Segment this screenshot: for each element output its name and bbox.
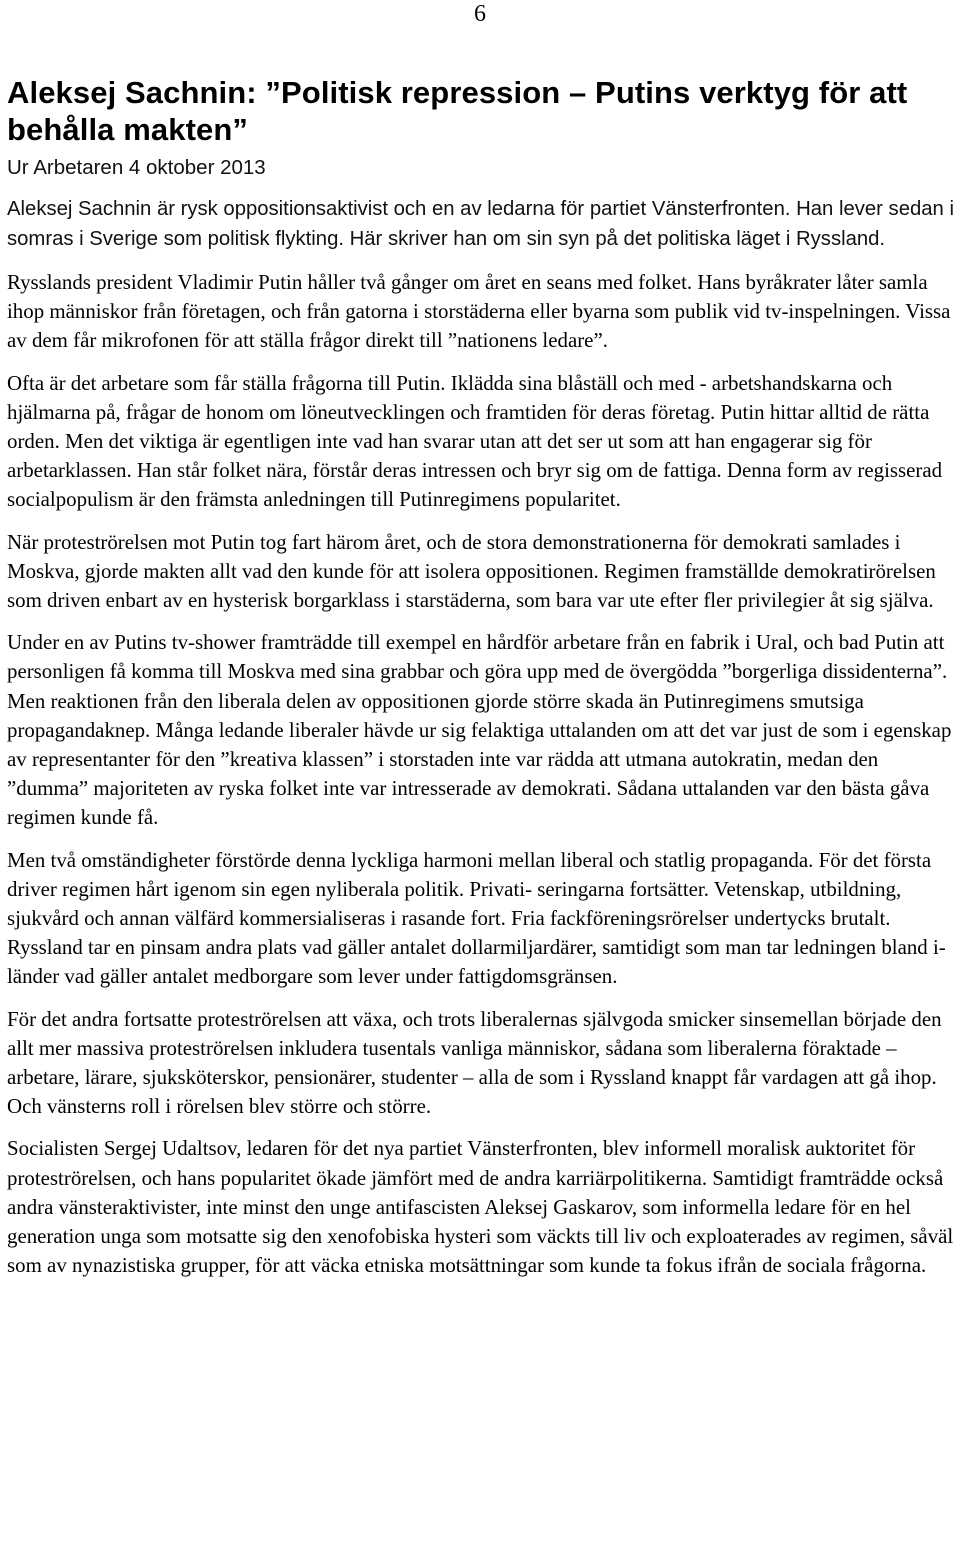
article-paragraph: Ofta är det arbetare som får ställa frågorna till Putin. Iklädda sina blåställ och med - arbetshandskarna och hjälmarna på, frågar de honom om löneutvecklingen och framtiden för deras företag. Putin hittar alltid de rätta orden. Men det viktiga är egentligen inte vad han svarar utan att det ser ut som att han engagerar sig för arbetarklassen. Han står folket nära, förstår deras intressen och bryr sig om de fattiga. Denna form av regisserad socialpopulism är den främsta anledningen till Putinregimens popularitet. [7,370,943,512]
article [7,74,957,1294]
page-number: 6 [474,1,486,27]
article-paragraph: När proteströrelsen mot Putin tog fart härom året, och de stora demonstrationerna för demokrati samlades i Moskva, gjorde makten allt vad den kunde för att isolera oppositionen. Regimen framställde demokratirörelsen som driven enbart av en hysterisk borgarklass i starstäderna, som bara var ute efter fler privilegier åt sig själva. [7,529,936,613]
article-paragraph: För det andra fortsatte proteströrelsen att växa, och trots liberalernas självgoda smicker sinsemellan började den allt mer massiva proteströrelsen inkludera tusentals vanliga människor, sådana som liberalerna föraktade – arbetare, lärare, sjuksköterskor, pensionärer, studenter – alla de som i Ryssland knappt får vardagen att gå ihop. Och vänsterns roll i rörelsen blev större och större. [7,1006,942,1119]
article-paragraph: Rysslands president Vladimir Putin håller två gånger om året en seans med folket. Hans byråkrater låter samla ihop människor från företagen, och från gatorna i storstäderna eller byarna som publik vid tv-inspelningen. Vissa av dem får mikrofonen för att ställa frågor direkt till ”nationens ledare”. [7,270,951,353]
article-paragraph: Socialisten Sergej Udaltsov, ledaren för det nya partiet Vänsterfronten, blev informell moralisk auktoritet för proteströrelsen, och hans popularitet ökade jämfört med de andra karriärpolitikerna. Samtidigt framträdde också andra vänsteraktivister, inte minst den unge antifascisten Aleksej Gaskarov, som informella ledare för en hel generation unga som motsatte sig den xenofobiska hysteri som väckts till liv och exploaterades av regimen, såväl som av nynazistiska grupper, för att väcka etniska motsättningar som kunde ta fokus ifrån de sociala frågorna. [7,1136,954,1278]
article-title: Aleksej Sachnin: ”Politisk repression – Putins verktyg för att behålla makten” [7,75,908,147]
article-paragraph: Under en av Putins tv-shower framträdde till exempel en hårdför arbetare från en fabrik i Ural, och bad Putin att personligen få komma till Moskva med sina grabbar och göra upp med de övergödda ”borgerliga dissidenterna”. Men reaktionen från den liberala delen av oppositionen gjorde större skada än Putinregimens smutsiga propagandaknep. Många ledande liberaler hävde ur sig felaktiga uttalanden om att det var just de som i egenskap av representanter för den ”kreativa klassen” i storstaden inte var rädda att utmana autokratin, medan den ”dumma” majoriteten av ryska folket inte var intresserade av demokrati. Sådana uttalanden var den bästa gåva regimen kunde få. [7,630,952,830]
article-source: Ur Arbetaren 4 oktober 2013 [7,156,266,179]
article-intro: Aleksej Sachnin är rysk oppositionsaktivist och en av ledarna för partiet Vänsterfronten. Han lever sedan i somras i Sverige som politisk flykting. Här skriver han om sin syn på det politiska läget i Ryssland. [7,198,954,250]
article-paragraph: Men två omständigheter förstörde denna lyckliga harmoni mellan liberal och statlig propaganda. För det första driver regimen hårt igenom sin egen nyliberala politik. Privati- seringarna fortsätter. Vetenskap, utbildning, sjukvård och annan välfärd kommersialiseras i rasande fort. Fria fackföreningsrörelser undertycks brutalt. Ryssland tar en pinsam andra plats vad gäller antalet dollarmiljardärer, samtidigt som man tar ledningen bland i-länder vad gäller antalet medborgare som lever under fattigdomsgränsen. [7,847,946,989]
